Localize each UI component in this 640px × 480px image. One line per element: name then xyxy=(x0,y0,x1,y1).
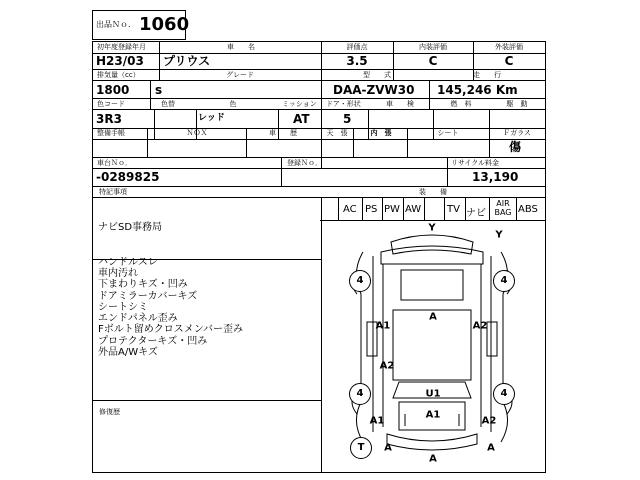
repair-line xyxy=(93,400,321,401)
row-line xyxy=(93,139,545,140)
col-line xyxy=(489,128,490,158)
mileage-value: 145,246 Km xyxy=(437,83,518,97)
equip-line xyxy=(444,197,445,221)
mark-a1-rear-left: A1 xyxy=(369,415,385,427)
remark-item: シートシミ xyxy=(98,302,148,313)
mark-y-right: Y xyxy=(495,229,503,241)
equip-aw: AW xyxy=(405,204,422,215)
row-line xyxy=(93,128,545,129)
col-line xyxy=(281,157,282,187)
right-door-outline xyxy=(487,322,497,356)
row-line xyxy=(93,157,545,158)
interior2-label: 内 張 xyxy=(370,129,392,137)
f-glass-label: Ｆガラス xyxy=(503,129,531,137)
color-type-label: 色替 xyxy=(161,100,175,108)
equip-line xyxy=(338,197,339,221)
model-value: DAA-ZVW30 xyxy=(333,83,415,97)
equipment-line xyxy=(320,220,545,221)
mark-a1-rear: A1 xyxy=(425,409,441,421)
windshield-outline xyxy=(401,270,463,300)
equip-ps: PS xyxy=(365,204,378,215)
equip-airbag: AIR BAG xyxy=(494,199,512,217)
equip-line xyxy=(516,197,517,221)
equip-pw: PW xyxy=(384,204,400,215)
doors-value: 5 xyxy=(343,112,352,126)
mark-a2-left: A2 xyxy=(379,360,395,372)
mark-a-rear-right: A xyxy=(487,442,495,454)
mark-a-roof: A xyxy=(429,311,437,323)
displacement-value: 1800 xyxy=(96,83,130,97)
wheel-marker: 4 xyxy=(493,270,515,292)
color-value: レッド xyxy=(198,113,225,123)
seat-label: シート xyxy=(437,129,459,137)
car-damage-diagram xyxy=(321,222,543,468)
row-line xyxy=(93,80,545,81)
f-glass-value: 傷 xyxy=(509,140,522,154)
equip-abs: ABS xyxy=(518,204,538,215)
lot-number-label: 出品Ｎｏ． xyxy=(96,20,136,29)
grade-label: グレード xyxy=(226,71,254,79)
col-line xyxy=(447,157,448,187)
history-label: 車 歴 xyxy=(269,129,297,137)
row-line xyxy=(93,69,545,70)
equip-line xyxy=(424,197,425,221)
interior-value: C xyxy=(428,54,438,68)
col-line xyxy=(407,128,408,158)
wheel-marker: 4 xyxy=(493,383,515,405)
model-label: 型 式 xyxy=(363,71,391,79)
hood-outline xyxy=(391,235,473,254)
remarks-top: ナビSD事務局 xyxy=(98,222,163,233)
remark-item: プロテクターキズ・凹み xyxy=(98,336,208,347)
color-code-label: 色コード xyxy=(97,100,125,108)
front-outline xyxy=(381,246,483,264)
lot-number-box xyxy=(92,10,190,40)
t-marker: T xyxy=(350,437,372,459)
fuel-label: 燃 料 xyxy=(450,100,472,108)
col-line xyxy=(150,80,151,110)
remark-item: ハンドルスレ xyxy=(98,257,158,268)
remark-item: 外品A/Wキズ xyxy=(98,347,158,358)
mileage-label: 走 行 xyxy=(473,71,501,79)
remark-item: 下まわりキズ・凹み xyxy=(98,279,188,290)
row-line xyxy=(93,109,545,110)
maintenance-label: 整備手帳 xyxy=(97,129,125,137)
transmission-value: AT xyxy=(293,112,310,126)
col-line xyxy=(433,109,434,139)
color-code-value: 3R3 xyxy=(96,112,122,126)
remark-item: ドアミラーカバーキズ xyxy=(98,291,198,302)
interior-label: 内装評価 xyxy=(419,43,447,51)
chassis-no-value: -0289825 xyxy=(96,170,160,184)
first-reg-value: H23/03 xyxy=(96,54,144,68)
nox-label: ＮＯＸ xyxy=(186,129,208,137)
repair-label: 修復歴 xyxy=(99,408,120,416)
score-label: 評価点 xyxy=(346,43,368,51)
mark-a2-rear-right: A2 xyxy=(481,415,497,427)
drive-label: 駆 動 xyxy=(506,100,528,108)
exterior-value: C xyxy=(504,54,514,68)
equip-ac: AC xyxy=(343,204,357,215)
row-line xyxy=(93,98,545,99)
equip-line xyxy=(362,197,363,221)
inspection-label: 車 検 xyxy=(386,100,414,108)
car-name-value: プリウス xyxy=(163,54,211,68)
mark-a-rear-left: A xyxy=(384,442,392,454)
mark-a-bumper: A xyxy=(429,453,437,465)
doors-label: ドア・形状 xyxy=(326,100,361,108)
lot-number: 1060 xyxy=(139,14,190,35)
col-line xyxy=(147,128,148,158)
remarks-label: 特記事項 xyxy=(99,188,127,196)
col-line xyxy=(321,42,322,168)
mark-a2-right: A2 xyxy=(472,320,488,332)
rear-bumper-outline xyxy=(387,434,477,450)
color-label: 色 xyxy=(229,100,237,108)
grade-value: s xyxy=(155,83,163,97)
first-reg-label: 初年度登録年月 xyxy=(97,43,146,51)
remark-item: エンドパネル歪み xyxy=(98,313,178,324)
equip-line xyxy=(489,197,490,221)
car-name-label: 車 名 xyxy=(227,43,255,51)
score-value: 3.5 xyxy=(346,54,368,68)
equip-line xyxy=(382,197,383,221)
recycle-fee-label: リサイクル料金 xyxy=(451,159,500,167)
row-line xyxy=(93,53,545,54)
wheel-marker: 4 xyxy=(349,383,371,405)
equip-navi: ナビ xyxy=(466,208,486,219)
row-line xyxy=(93,186,545,187)
remark-item: 車内汚れ xyxy=(98,268,138,279)
col-line xyxy=(353,128,354,158)
equip-line xyxy=(403,197,404,221)
col-line xyxy=(159,42,160,81)
remark-item: Fボルト留めクロスメンバー歪み xyxy=(98,324,244,335)
row-line xyxy=(93,168,545,169)
wheel-marker: 4 xyxy=(349,270,371,292)
col-line xyxy=(429,80,430,110)
exterior-label: 外装評価 xyxy=(495,43,523,51)
col-line xyxy=(393,42,394,81)
mark-a1-left: A1 xyxy=(375,320,391,332)
chassis-no-label: 車台Ｎｏ． xyxy=(97,159,132,167)
mark-u1: U1 xyxy=(425,388,441,400)
col-line xyxy=(154,109,155,139)
sunroof-label: 天 張 xyxy=(326,129,348,137)
recycle-fee-value: 13,190 xyxy=(472,170,519,184)
transmission-label: ミッション xyxy=(282,100,317,108)
row-line xyxy=(93,197,545,198)
col-line xyxy=(368,109,369,139)
displacement-label: 排気量（cc） xyxy=(97,71,140,79)
equip-tv: TV xyxy=(447,204,460,215)
equipment-label: 装 備 xyxy=(419,188,447,196)
mark-y-top: Y xyxy=(428,222,436,234)
reg-no-label: 登録Ｎｏ． xyxy=(287,159,322,167)
col-line xyxy=(246,128,247,158)
